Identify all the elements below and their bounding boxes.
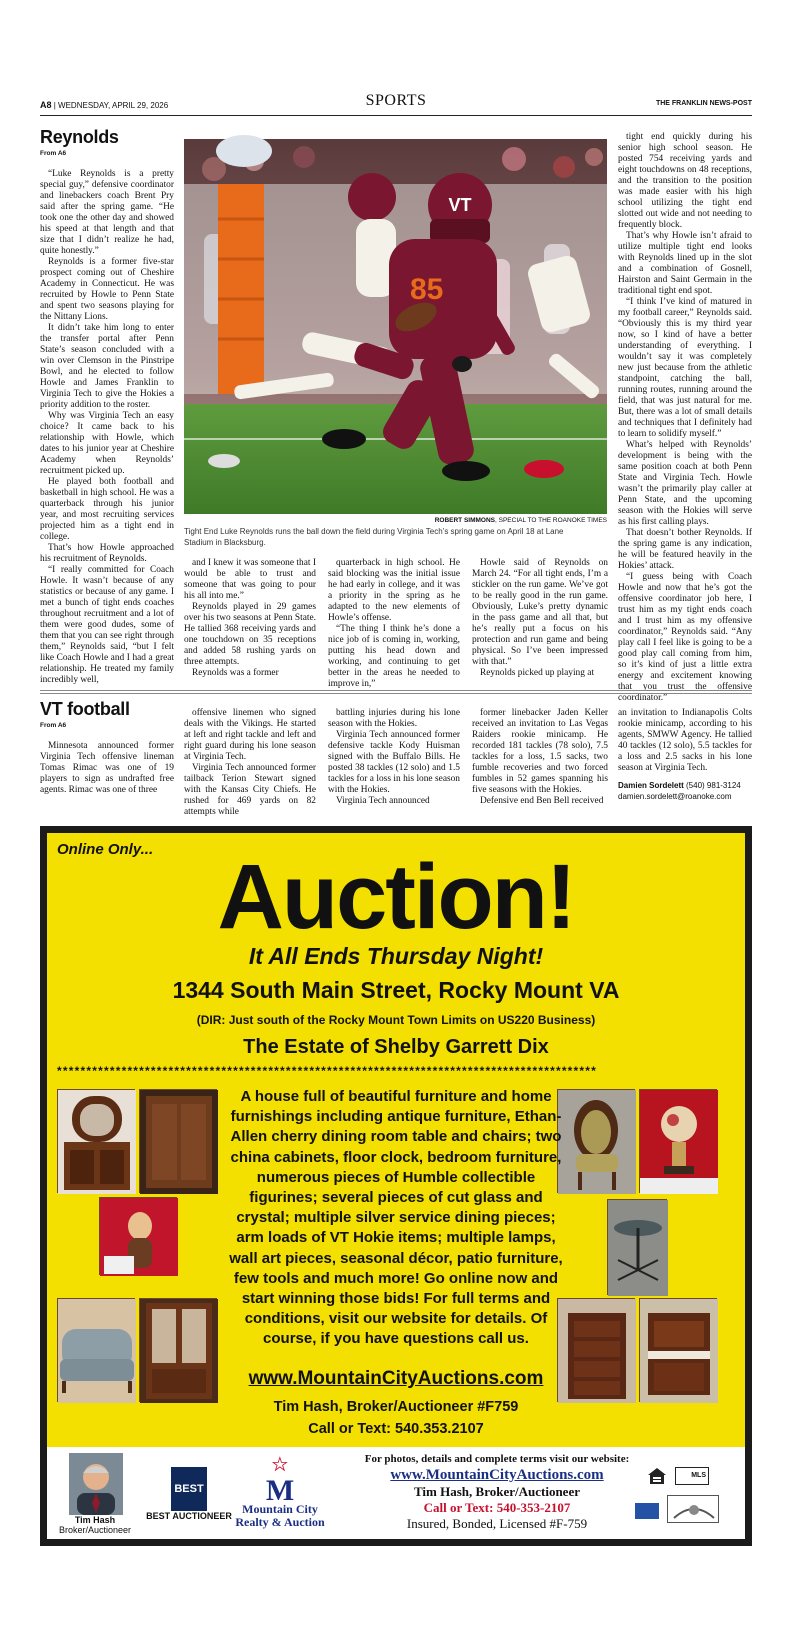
footer-phone: Call or Text: 540-353-2107: [423, 1500, 571, 1515]
footer-contact: [337, 1453, 657, 1532]
footer-licensed: Insured, Bonded, Licensed #F-759: [406, 1516, 588, 1531]
paragraph: Reynolds is a former five-star prospect coming out of Cheshire Academy in Connecticut. He was recruited by Howle to Penn State and spent two seasons playing for the Nittany Lions.: [40, 257, 174, 322]
star-icon: [265, 1457, 295, 1471]
paragraph: He played both football and basketball in high school. He was a quarterback through his junior year, and most recruiting services projected him as a tight end in college.: [40, 477, 174, 542]
association-badge-icon: [635, 1503, 659, 1519]
paragraph: Virginia Tech announced former defensive tackle Kody Huisman signed with the Buffalo Bills. He posted 38 tackles (12 solo) and 1.5 tackles for a loss in his lone season with the Hokies.: [328, 730, 460, 795]
paragraph: That’s how Howle approached his recruitment of Reynolds.: [40, 543, 174, 564]
footer-visit-line: For photos, details and complete terms visit our website:: [364, 1453, 630, 1465]
ad-footer: [47, 1447, 745, 1539]
photo-credit-outlet: , SPECIAL TO THE ROANOKE TIMES: [495, 517, 607, 524]
patio-furniture-image: [608, 1200, 668, 1296]
paragraph: former linebacker Jaden Keller received an invitation to Las Vegas Raiders rookie minicamp. He recorded 181 tackles (78 solo), 7.5 tackles for a loss, 1.5 sacks, two fumble recoveries and two forced fumbles in 52 games spanning his five seasons with the Hokies.: [472, 708, 608, 795]
lamp-image: [640, 1090, 718, 1194]
mcr-line-1: Mountain City: [242, 1502, 318, 1516]
story1-column-5: [618, 132, 752, 703]
football-photo: [184, 139, 607, 514]
paragraph: Reynolds played in 29 games over his two seasons at Penn State. He tallied 368 receiving yards and one touchdown on 35 receptions and added 58 rushing yards on three attempts.: [184, 602, 316, 667]
story2-column-1: [40, 699, 174, 808]
paragraph: Defensive end Ben Bell received: [480, 796, 604, 806]
paragraph: What’s helped with Reynolds’ development is being with the same position coach at both Penn State and Virginia Tech. Howle wasn’t the primarily play caller at Penn State, and the upcoming season with the Hokies will serve as his first calling plays.: [618, 440, 752, 527]
paragraph: Virginia Tech announced: [336, 796, 430, 806]
story2-col5-text: an invitation to Indianapolis Colts rookie minicamp, according to his agents, SMWW Agency. He tallied 40 tackles (12 solo), 5.5 tackles for a loss and 2.5 sacks in his lone season at Virginia Tech.: [618, 708, 752, 773]
story1-column-4: [472, 558, 608, 684]
section-name: SPORTS: [365, 92, 427, 109]
story1-col1-text: [40, 169, 174, 686]
paragraph: Virginia Tech announced former tailback Terion Stewart signed with the Kansas City Chiefs. He rushed for 469 yards on 82 attempts while: [184, 763, 316, 817]
story2-col2-text: [184, 708, 316, 818]
best-badge-text: BEST: [174, 1483, 204, 1495]
story2-col3-text: [328, 708, 460, 807]
story2-col4-text: [472, 708, 608, 807]
story1-column-1: [40, 127, 174, 685]
broker-title: Broker/Auctioneer: [58, 1525, 132, 1535]
broker-caption: [55, 1515, 135, 1535]
paragraph: Howle said of Reynolds on March 24. “For all tight ends, I’m a stickler on the run game. We’ve got to be really good in the run game. Obviously, Luke’s pretty dynamic in the pass game and all that, but he’s really put a focus on his protection and run game and being physical. So I’ve been impressed with that.”: [472, 558, 608, 667]
antique-chair-image: [558, 1090, 636, 1194]
mls-label: MLS: [691, 1472, 706, 1479]
story2-col1-text: Minnesota announced former Virginia Tech offensive lineman Tomas Rimac was one of 19 players to sign as undrafted free agents. Rimac was one of three: [40, 741, 174, 795]
ad-ends: It All Ends Thursday Night!: [248, 943, 544, 969]
figurine-photo: [99, 1197, 177, 1275]
paragraph: Reynolds picked up playing at: [480, 668, 595, 678]
page-folio: A8 | WEDNESDAY, APRIL 29, 2026: [40, 100, 169, 110]
paragraph: “I think I’ve kind of matured in my football career,” Reynolds said. “Obviously this is my third year now, so I kind of have a better understanding of everything. I wouldn’t say it was completely new just because from the athletic standpoint, catching the ball, running routes, running around the field, that was just natural for me. But, there was a lot of small details and techniques that I definitely had to learn to solidify myself.”: [618, 297, 752, 439]
paragraph: That doesn’t bother Reynolds. If the spring game is any indication, he will be featured heavily in the Hokies’ attack.: [618, 528, 752, 571]
byline-email[interactable]: damien.sordelett@roanoke.com: [618, 792, 732, 801]
story-divider: [40, 690, 752, 694]
paragraph: offensive linemen who signed deals with the Vikings. He started at left and right tackle and left and right guard during his lone season at Virginia Tech.: [184, 708, 316, 762]
story2-column-2: [184, 708, 316, 817]
story1-column-2: [184, 558, 316, 684]
paragraph: and I knew it was someone that I would be able to trust and someone that was going to pour his all into me.”: [184, 558, 316, 601]
mcr-logo-letter: M: [265, 1474, 295, 1507]
ad-star-divider: ********************************************************************************************: [57, 1064, 598, 1078]
equal-housing-icon: [647, 1467, 667, 1485]
mls-logo: [675, 1467, 709, 1485]
armoire-image: [140, 1090, 218, 1194]
story2-column-4: [472, 708, 608, 808]
ad-description: A house full of beautiful furniture and home furnishings including antique furniture, Ethan-Allen cherry dining room table and chairs; two china cabinets, floor clock, bedroom furniture, numerous pieces of Humble collectible figurines; several pieces of cut glass and crystal; multiple silver service dining pieces; arm loads of VT Hokie items; multiple lamps, wall art pieces, seasonal décor, patio furniture, few tools and much more! Go online now and start winning those bids! For full terms and conditions, visit our website for details. Of course, if you have questions call us.: [229, 1088, 563, 1348]
story2-column-5: [618, 708, 752, 808]
sideboard-mirror-image: [58, 1090, 136, 1194]
paragraph: “Luke Reynolds is a pretty special guy,” defensive coordinator and linebackers coach Brent Pry said after the spring game. “He took one the other day and showed his speed at that length and that size that I didn’t realize he had, quite honestly.”: [40, 169, 174, 256]
armoire-photo: [139, 1089, 217, 1193]
lamp-photo: [639, 1089, 717, 1193]
photo-illustration: [184, 139, 607, 514]
story2-column-3: [328, 708, 460, 808]
broker-name: Tim Hash: [74, 1515, 116, 1525]
paragraph: Reynolds was a former: [192, 668, 279, 678]
ad-title: Auction!: [217, 846, 575, 948]
auctioneers-association-logo: [667, 1495, 719, 1523]
page-header: [40, 92, 752, 116]
broker-portrait-image: [69, 1453, 123, 1515]
page-number: A8: [40, 100, 52, 110]
broker-portrait: [69, 1453, 123, 1515]
antique-chair-photo: [557, 1089, 635, 1193]
footer-broker: Tim Hash, Broker/Auctioneer: [414, 1484, 580, 1499]
svg-text:85: 85: [410, 273, 444, 306]
photo-credit-name: ROBERT SIMMONS: [434, 517, 496, 524]
paragraph: tight end quickly during his senior high school season. He posted 754 receiving yards and eight touchdowns on 48 receptions, and the transition to the position was made easier with his high school utilizing the tight end slotted out wide and not needing to frequently block.: [618, 132, 752, 230]
paragraph: That’s why Howle isn’t afraid to utilize multiple tight end looks with Reynolds lined up in the slot and a combination of Gosnell, Hairston and Saint Germain in the traditional tight end spot.: [618, 231, 752, 296]
story1-column-3: [328, 558, 460, 689]
ad-broker: Tim Hash, Broker/Auctioneer #F759: [273, 1399, 519, 1415]
newspaper-name: THE FRANKLIN NEWS-POST: [655, 100, 752, 107]
story2-headline: VT football: [40, 699, 130, 719]
ad-directions: (DIR: Just south of the Rocky Mount Town Limits on US220 Business): [196, 1013, 596, 1027]
byline: [618, 780, 752, 791]
paragraph: “I guess being with Coach Howle and now that he’s got the offensive coordinator job here, I trust him as my tight ends coach and I trust him as my offensive coordinator,” Reynolds said. “Any play call I feel like is going to be a good play call coming from him, so it’s kind of just a little extra energy and excitement knowing that you trust the offensive coordinator.”: [618, 572, 752, 703]
ad-address: 1344 South Main Street, Rocky Mount VA: [172, 977, 620, 1003]
mcr-line-2: Realty & Auction: [235, 1515, 325, 1529]
page-date: WEDNESDAY, APRIL 29, 2026: [58, 101, 169, 110]
story2-jump-from: From A6: [40, 722, 67, 729]
byline-phone: (540) 981-3124: [683, 781, 741, 790]
story1-jump-from: From A6: [40, 150, 67, 157]
paragraph: “I really committed for Coach Howle. It wasn’t because of any statistics or because of any game. I met a bunch of tight ends coaches throughout recruitment and a lot of them were good dudes, some of them that you can see right through them,” Reynolds said, “but I felt like Coach Howle and I had a great relationship. He treated my family incredibly well,: [40, 565, 174, 685]
ad-phone: Call or Text: 540.353.2107: [308, 1421, 484, 1437]
photo-credit: [184, 517, 607, 524]
photo-caption: Tight End Luke Reynolds runs the ball down the field during Virginia Tech’s spring game on April 18 at Lane Stadium in Blacksburg.: [184, 527, 564, 547]
paragraph: quarterback in high school. He said blocking was the initial issue he had early in college, and it was a priority in the spring as he adapted to the new elements of Howle’s offense.: [328, 558, 460, 623]
paragraph: It didn’t take him long to enter the transfer portal after Penn State’s season concluded with a win over Clemson in the Pinstripe Bowl, and he elected to follow Howle and James Franklin to Virginia Tech to give the Hokies a priority addition to the roster.: [40, 323, 174, 410]
story1-col4-text: [472, 558, 608, 679]
ad-website-link[interactable]: www.MountainCityAuctions.com: [248, 1368, 544, 1389]
footer-website-link[interactable]: www.MountainCityAuctions.com: [390, 1467, 604, 1483]
paragraph: battling injuries during his lone season with the Hokies.: [328, 708, 460, 729]
ad-estate: The Estate of Shelby Garrett Dix: [243, 1036, 549, 1058]
paragraph: “The thing I think he’s done a nice job of is coming in, working, putting his head down and working, and continuing to get better in the areas he needed to improve in,”: [328, 624, 460, 689]
byline-name: Damien Sordelett: [618, 781, 684, 790]
story1-col2-text: [184, 558, 316, 679]
best-auctioneer-label: BEST AUCTIONEER: [146, 1511, 232, 1521]
best-badge: [171, 1467, 207, 1511]
sideboard-mirror-photo: [57, 1089, 135, 1193]
story1-col3-text: [328, 558, 460, 690]
mcr-name: [225, 1503, 335, 1529]
story1-col5-text: [618, 132, 752, 704]
auction-ad: [40, 826, 752, 1546]
mcr-logo: [265, 1457, 295, 1507]
figurine-image: [100, 1198, 178, 1276]
paragraph: Why was Virginia Tech an easy choice? It came back to his relationship with Howle, which dates to his junior year at Cheshire Academy when Reynolds’ recruitment picked up.: [40, 411, 174, 476]
ad-online-only: Online Only...: [57, 841, 154, 858]
svg-text:VT: VT: [448, 195, 472, 215]
story1-headline: Reynolds: [40, 127, 119, 147]
patio-furniture-photo: [607, 1199, 667, 1295]
